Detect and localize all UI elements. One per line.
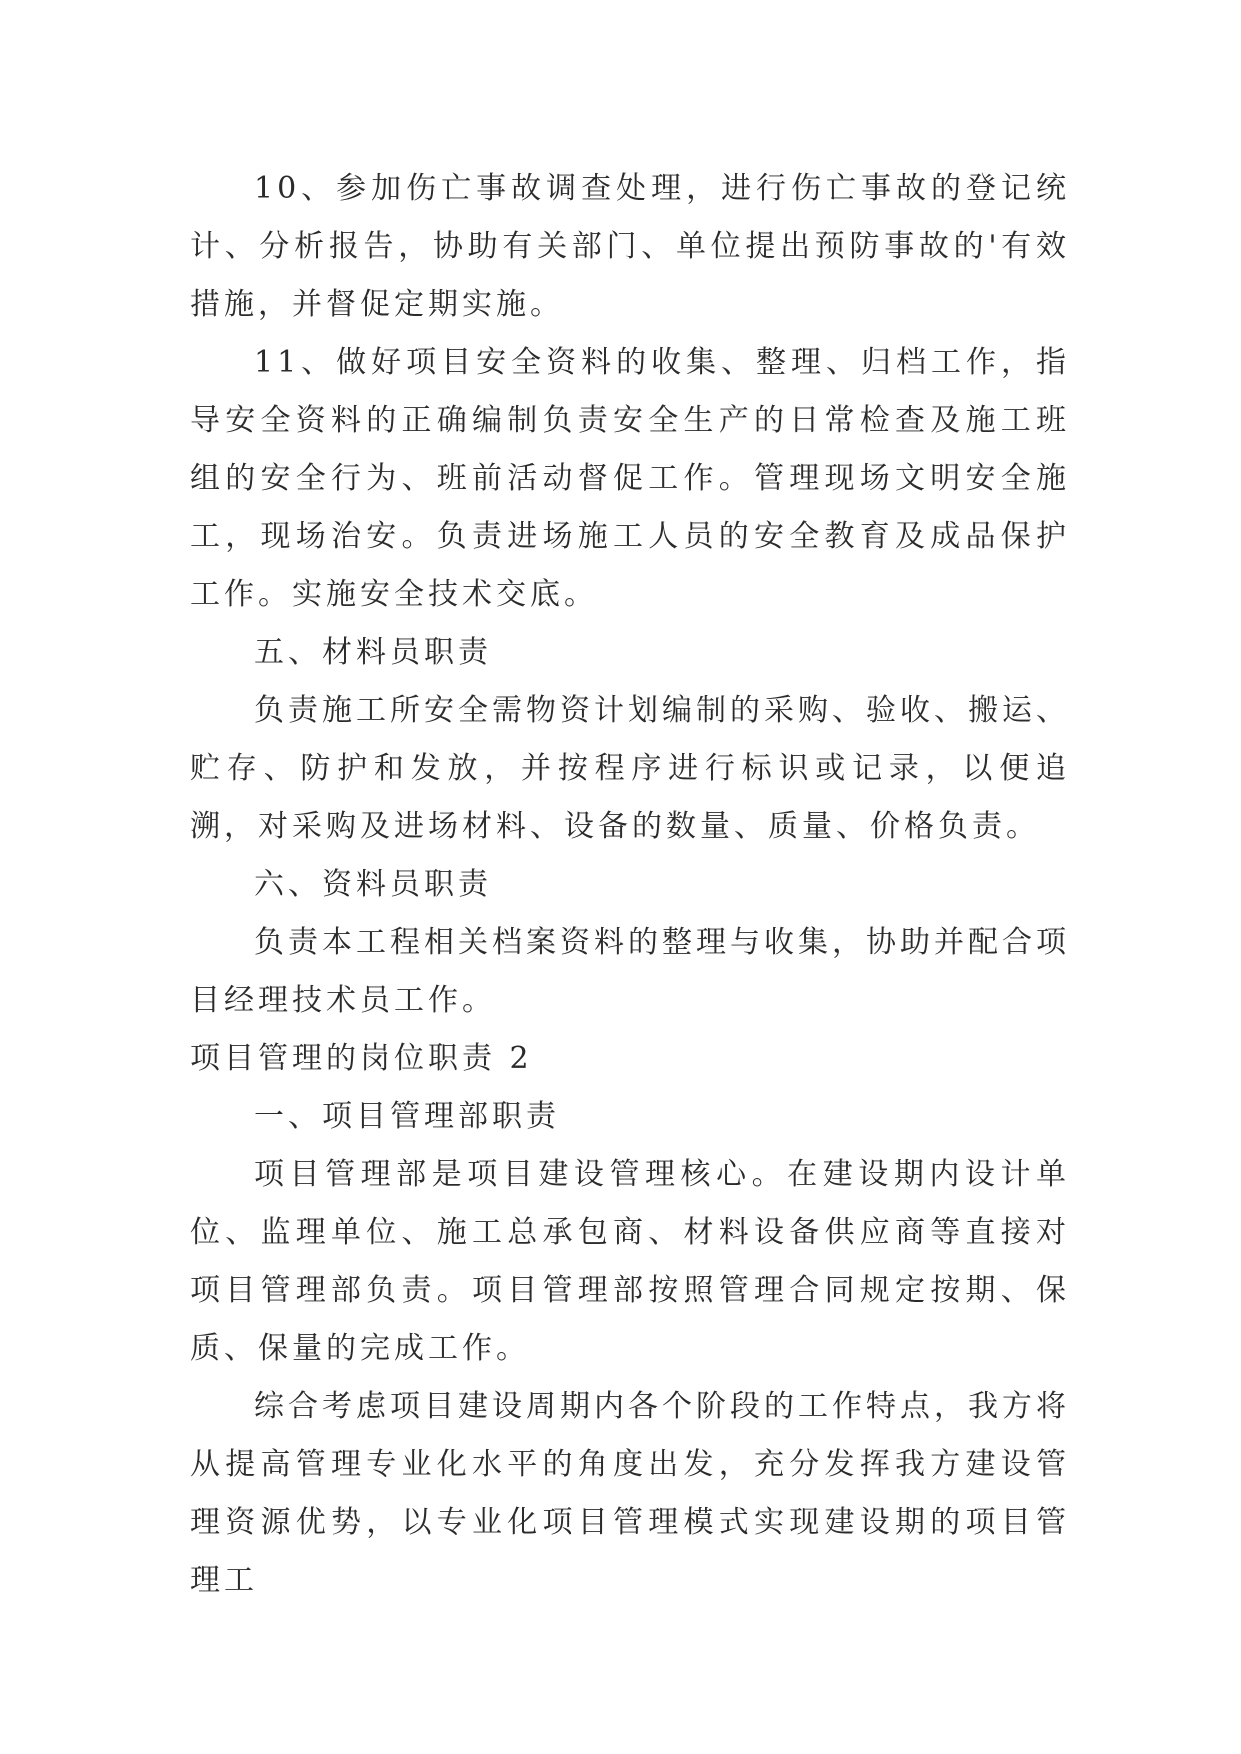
paragraph-management-dept: 项目管理部是项目建设管理核心。在建设期内设计单位、监理单位、施工总承包商、材料设备供应商等直接对项目管理部负责。项目管理部按照管理合同规定按期、保质、保量的完成工作。 xyxy=(190,1157,1070,1366)
heading-management-dept: 一、项目管理部职责 xyxy=(254,1099,560,1134)
paragraph-overview: 综合考虑项目建设周期内各个阶段的工作特点，我方将从提高管理专业化水平的角度出发，充分发挥我方建设管理资源优势，以专业化项目管理模式实现建设期的项目管理工 xyxy=(190,1389,1070,1598)
paragraph-document-clerk: 负责本工程相关档案资料的整理与收集，协助并配合项目经理技术员工作。 xyxy=(190,925,1070,1018)
paragraph-item-11: 11、做好项目安全资料的收集、整理、归档工作，指导安全资料的正确编制负责安全生产的日常检查及施工班组的安全行为、班前活动督促工作。管理现场文明安全施工，现场治安。负责进场施工人员的安全教育及成品保护工作。实施安全技术交底。 xyxy=(190,345,1070,612)
heading-document-clerk: 六、资料员职责 xyxy=(254,867,492,902)
heading-material-clerk: 五、材料员职责 xyxy=(254,635,492,670)
paragraph-item-10: 10、参加伤亡事故调查处理，进行伤亡事故的登记统计、分析报告，协助有关部门、单位提出预防事故的'有效措施，并督促定期实施。 xyxy=(190,171,1070,322)
paragraph-material-clerk: 负责施工所安全需物资计划编制的采购、验收、搬运、贮存、防护和发放，并按程序进行标识或记录，以便追溯，对采购及进场材料、设备的数量、质量、价格负责。 xyxy=(190,693,1070,844)
section-title: 项目管理的岗位职责 2 xyxy=(190,1041,533,1076)
document-page xyxy=(190,160,1070,1610)
